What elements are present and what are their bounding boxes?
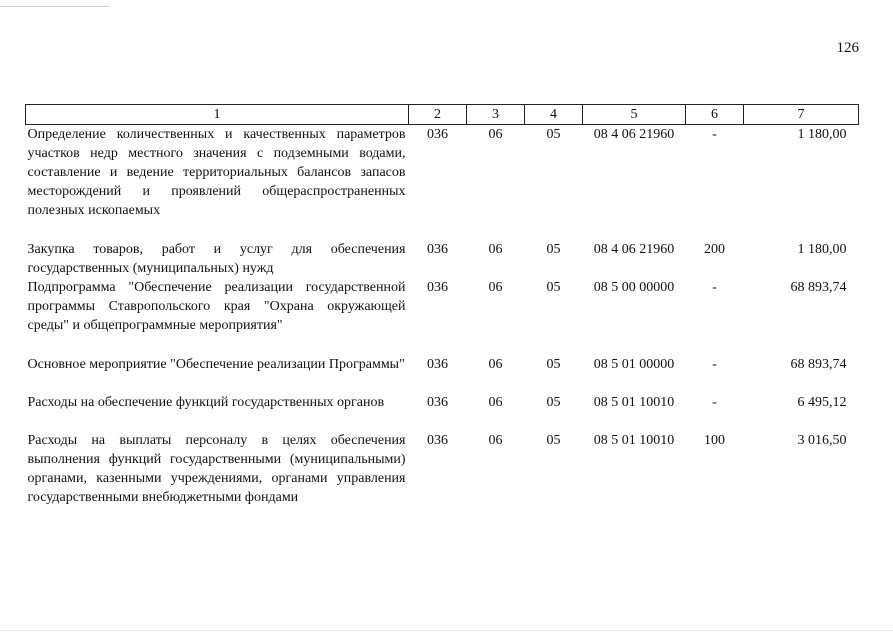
row-section: 06 — [488, 279, 503, 295]
col-header-1: 1 — [26, 105, 409, 125]
row-section: 06 — [488, 127, 503, 142]
row-target-code: 08 4 06 21960 — [593, 241, 675, 257]
col-header-7: 7 — [744, 105, 859, 125]
row-target-code: 08 5 00 00000 — [593, 279, 675, 295]
row-expense-type: 200 — [704, 241, 725, 257]
row-name: Закупка товаров, работ и услуг для обеспечения государственных (муниципальных) нужд — [27, 241, 406, 276]
scan-artifact-top — [0, 6, 110, 7]
row-name: Расходы на выплаты персоналу в целях обеспечения выполнения функций государственными (муниципальными) органами, казенными учреждениями, органами управления государственными внебюджетными фондами — [27, 432, 406, 505]
row-amount: 68 893,74 — [790, 279, 847, 295]
row-subsection: 05 — [546, 241, 561, 257]
row-name: Определение количественных и качественных параметров участков недр местного значения с подземными водами, составление и ведение территориальных балансов запасов месторождений и проявлений общераспространенных полезных ископаемых — [27, 127, 406, 218]
row-target-code: 08 4 06 21960 — [593, 127, 675, 142]
table-row — [26, 393, 859, 431]
row-target-code: 08 5 01 10010 — [593, 394, 675, 410]
table-row — [26, 278, 859, 355]
row-amount: 6 495,12 — [797, 394, 847, 410]
row-subsection: 05 — [546, 432, 561, 448]
header-row — [26, 105, 859, 125]
row-expense-type: - — [712, 394, 717, 410]
row-amount: 1 180,00 — [797, 127, 847, 142]
row-amount: 68 893,74 — [790, 356, 847, 372]
row-target-code: 08 5 01 10010 — [593, 432, 675, 448]
row-name: Расходы на обеспечение функций государственных органов — [27, 394, 385, 410]
row-section: 06 — [488, 394, 503, 410]
col-header-2: 2 — [409, 105, 467, 125]
row-name: Подпрограмма "Обеспечение реализации государственной программы Ставропольского края "Охрана окружающей среды" и общепрограммные мероприятия" — [27, 279, 406, 333]
table-row — [26, 431, 859, 527]
row-target-code: 08 5 01 00000 — [593, 356, 675, 372]
col-header-6: 6 — [686, 105, 744, 125]
row-ministry: 036 — [427, 127, 448, 142]
row-subsection: 05 — [546, 279, 561, 295]
row-ministry: 036 — [427, 356, 448, 372]
row-amount: 1 180,00 — [797, 241, 847, 257]
table-row — [26, 240, 859, 278]
row-ministry: 036 — [427, 279, 448, 295]
page-number: 126 — [836, 40, 859, 56]
col-header-5: 5 — [583, 105, 686, 125]
budget-table — [25, 104, 859, 527]
row-expense-type: - — [712, 279, 717, 295]
row-subsection: 05 — [546, 356, 561, 372]
row-section: 06 — [488, 432, 503, 448]
row-subsection: 05 — [546, 127, 561, 142]
row-ministry: 036 — [427, 432, 448, 448]
row-ministry: 036 — [427, 394, 448, 410]
row-section: 06 — [488, 356, 503, 372]
col-header-4: 4 — [525, 105, 583, 125]
row-expense-type: - — [712, 127, 717, 142]
scan-artifact-bottom — [0, 630, 893, 631]
row-amount: 3 016,50 — [797, 432, 847, 448]
row-expense-type: 100 — [704, 432, 725, 448]
row-section: 06 — [488, 241, 503, 257]
row-expense-type: - — [712, 356, 717, 372]
row-name: Основное мероприятие "Обеспечение реализации Программы" — [27, 356, 405, 372]
row-subsection: 05 — [546, 394, 561, 410]
col-header-3: 3 — [467, 105, 525, 125]
table-row — [26, 125, 859, 240]
table-row — [26, 355, 859, 393]
row-ministry: 036 — [427, 241, 448, 257]
